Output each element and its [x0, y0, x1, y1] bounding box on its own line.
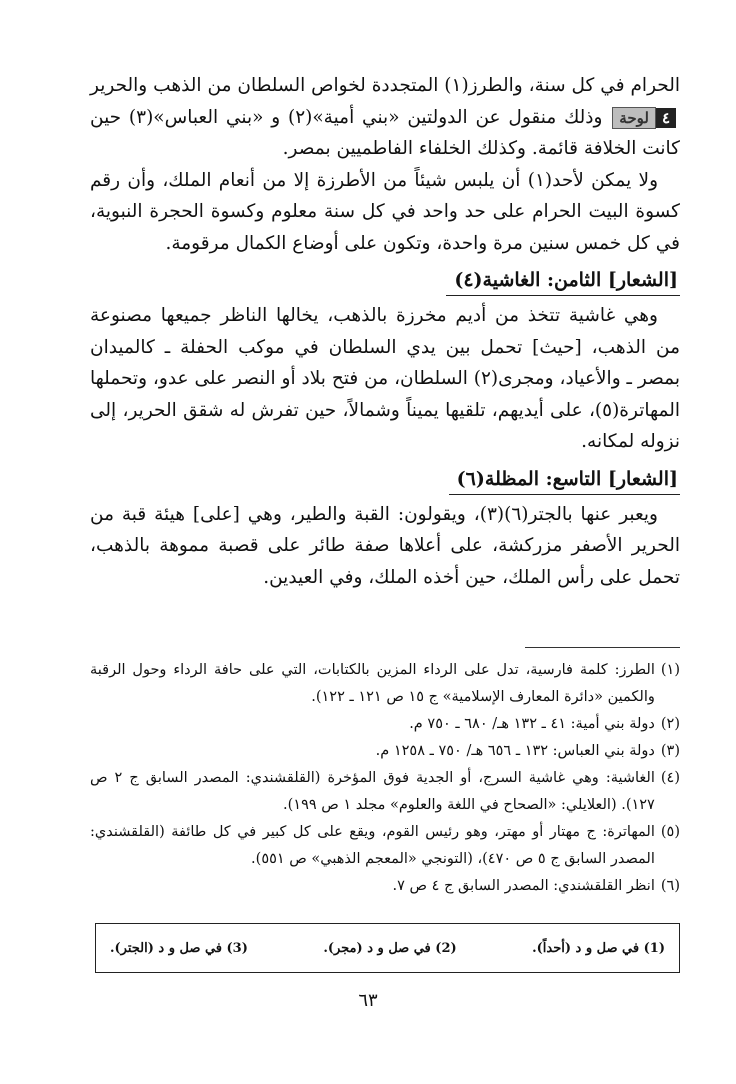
footnote-number: (٥) [660, 824, 680, 840]
footnote [90, 738, 680, 765]
paragraph-1b-text: وذلك منقول عن الدولتين «بني أمية»(٢) و «بني العباس»(٣) حين كانت الخلافة قائمة. وكذلك الخلفاء الفاطميين بمصر. [90, 106, 680, 159]
footnote [90, 873, 680, 900]
footnote-text: الغاشية: وهي غاشية السرج، أو الجدية فوق المؤخرة (القلقشندي: المصدر السابق ج ٢ ص ١٢٧). (العلايلي: «الصحاح في اللغة والعلوم» مجلد ١ ص ١٩٩). [90, 770, 655, 813]
main-text [90, 70, 680, 593]
variant-note-1: (1) في صل و د (أحداً). [532, 940, 665, 956]
paragraph-1 [90, 70, 680, 165]
footnote-text: دولة بني العباس: ١٣٢ ـ ٦٥٦ هـ/ ٧٥٠ ـ ١٢٥٨ م. [375, 743, 655, 759]
section-heading-ninth: [الشعار] التاسع: المظلة(٦) [449, 464, 680, 495]
paragraph-3: وهي غاشية تتخذ من أديم مخرزة بالذهب، يخالها الناظر جميعها مصنوعة من الذهب، [حيث] تحمل بين يدي السلطان في موكب الحفلة ـ كالميدان بمصر ـ والأعياد، ومجرى(٢) السلطان، من فتح بلاد أو النصر على عدو، وتحملها المهاترة(٥)، على أيديهم، تلقيها يميناً وشمالاً، حين تفرش له شقق الحرير، إلى نزوله لمكانه. [90, 305, 680, 452]
footnote-text: المهاترة: ج مهتار أو مهتر، وهو رئيس القوم، ويقع على كل كبير في كل طائفة (القلقشندي: المصدر السابق ج ٥ ص ٤٧٠)، (التونجي «المعجم الذهبي» ص ٥٥١). [90, 824, 655, 867]
footnote-text: دولة بني أمية: ٤١ ـ ١٣٢ هـ/ ٦٨٠ ـ ٧٥٠ م. [409, 716, 655, 732]
footnote-number: (٤) [660, 770, 680, 786]
variant-note-3: (3) في صل و د (الجتر). [110, 940, 248, 956]
section-heading-eighth: [الشعار] الثامن: الغاشية(٤) [446, 265, 680, 296]
footnote-text: الطرز: كلمة فارسية، تدل على الرداء المزين بالكتابات، التي على حافة الرداء وحول الرقبة والكمين «دائرة المعارف الإسلامية» ج ١٥ ص ١٢١ ـ ١٢٢). [90, 662, 655, 705]
page-number: ٦٣ [358, 990, 378, 1011]
paragraph-4: ويعبر عنها بالجتر(٦)(٣)، ويقولون: القبة والطير، وهي [على] هيئة قبة من الحرير الأصفر مزركشة، على أعلاها صفة طائر على قصبة مموهة بالذهب، تحمل على رأس الملك، حين أخذه الملك، وفي العيدين. [90, 503, 680, 588]
footnote-number: (١) [660, 662, 680, 678]
footnote [90, 819, 680, 873]
paragraph-2: ولا يمكن لأحد(١) أن يلبس شيئاً من الأطرزة إلا من أنعام الملك، وأن رقم كسوة البيت الحرام على حد واحد في كل سنة معلوم وكسوة الحجرة النبوية، في كل خمس سنين مرة واحدة، وتكون على أوضاع الكمال مرقومة. [90, 169, 680, 254]
footnote [90, 711, 680, 738]
footnote-number: (٢) [660, 716, 680, 732]
footnote-text: انظر القلقشندي: المصدر السابق ج ٤ ص ٧. [392, 878, 655, 894]
plate-number: ٤ [656, 108, 676, 128]
plate-reference [612, 107, 678, 129]
manuscript-variants-box [95, 923, 680, 973]
footnote [90, 657, 680, 711]
variant-note-2: (2) في صل و د (مجر). [323, 940, 457, 956]
footnote-number: (٣) [660, 743, 680, 759]
footnote-separator [525, 647, 680, 648]
footnotes [90, 657, 680, 900]
paragraph-1-text: الحرام في كل سنة، والطرز(١) المتجددة لخواص السلطان من الذهب والحرير [90, 75, 681, 96]
footnote-number: (٦) [660, 878, 680, 894]
footnote [90, 765, 680, 819]
plate-label: لوحة [612, 107, 656, 129]
